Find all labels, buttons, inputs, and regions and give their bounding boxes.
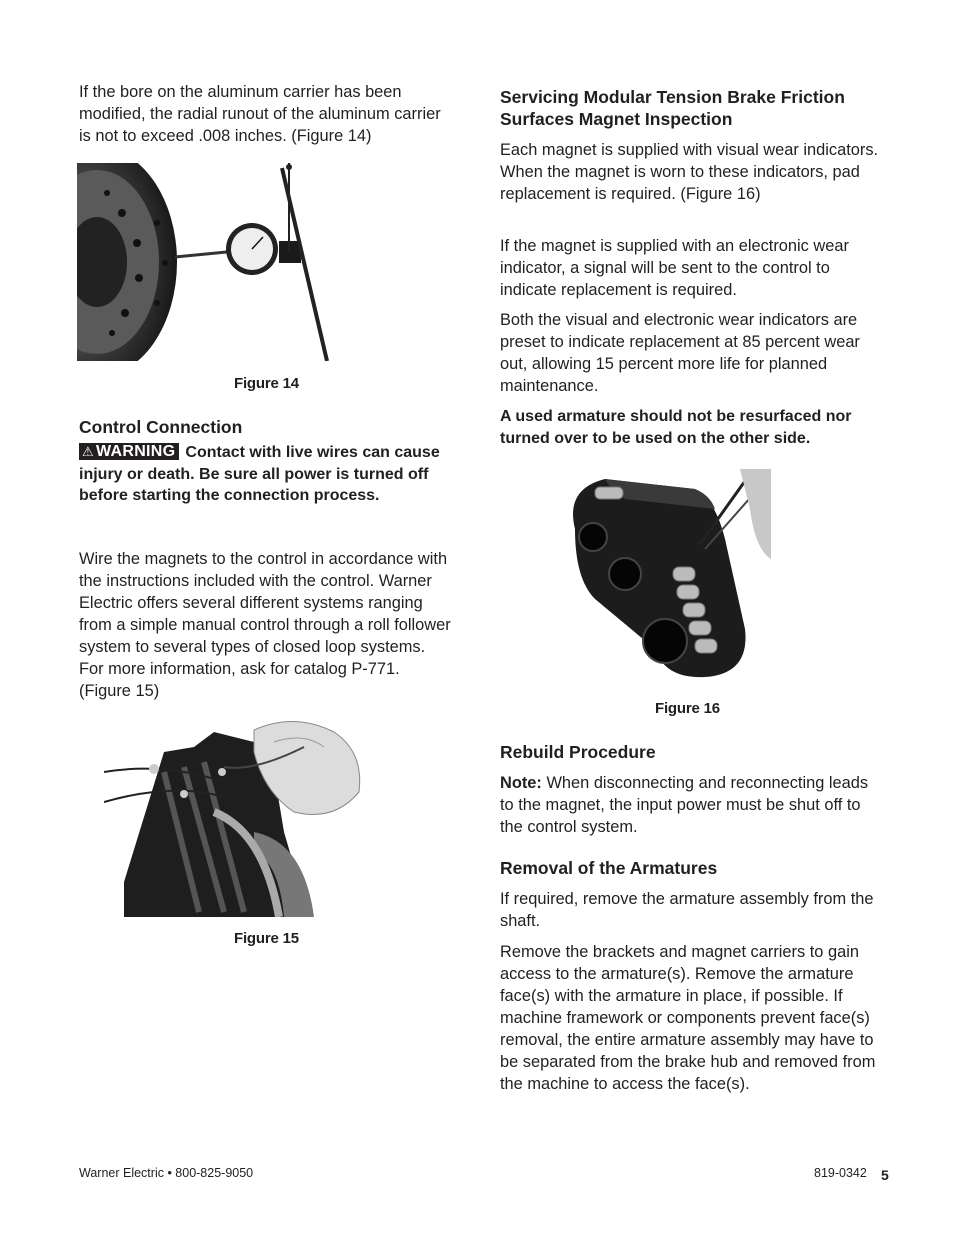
figure-14-caption: Figure 14 [234,375,299,392]
note-label: Note: [500,774,542,792]
footer-company: Warner Electric • 800-825-9050 [79,1166,254,1180]
footer-doc-number: 819-0342 [814,1166,867,1180]
wire-paragraph: Wire the magnets to the control in accordance with the instructions included with the control. Warner Electric offers several different systems ranging from a simple manual control through a roll follower system to several types of closed loop systems. For more information, ask for catalog P-771. (Figure 15) [79,550,451,700]
figure-16-photo [565,469,771,681]
preset-paragraph: Both the visual and electronic wear indicators are preset to indicate replacement at 85 percent wear out, allowing 15 percent more life for planned maintenance. [500,311,860,395]
figure-15-caption: Figure 15 [234,930,299,947]
control-connection-heading: Control Connection [79,417,243,437]
warning-triangle-icon: ⚠ [82,444,94,459]
removal-paragraph-1: If required, remove the armature assembly from the shaft. [500,890,874,930]
rebuild-heading: Rebuild Procedure [500,742,656,762]
figure-15-photo [104,712,364,917]
servicing-heading: Servicing Modular Tension Brake Friction Surfaces Magnet Inspection [500,87,845,129]
figure-16-caption: Figure 16 [655,700,720,717]
wear-indicator-paragraph: Each magnet is supplied with visual wear indicators. When the magnet is worn to these indicators, pad replacement is required. (Figure 16) [500,141,879,203]
armature-warning: A used armature should not be resurfaced nor turned over to be used on the other side. [500,408,852,447]
removal-paragraph-2: Remove the brackets and magnet carriers to gain access to the armature(s). Remove the armature face(s) with the armature in place, if possible. If machine framework or components prevent face(s) removal, the entire armature assembly may have to be separated from the brake hub and removed from the machine to access the face(s). [500,943,876,1093]
figure-14-photo [77,163,333,361]
electronic-indicator-paragraph: If the magnet is supplied with an electronic wear indicator, a signal will be sent to the control to indicate replacement is required. [500,237,849,299]
removal-heading: Removal of the Armatures [500,858,718,878]
warning-badge: ⚠ WARNING [79,443,179,460]
warning-paragraph [79,442,451,507]
note-text: When disconnecting and reconnecting leads to the magnet, the input power must be shut off to the control system. [500,774,869,836]
warning-text: Contact with live wires can cause injury or death. Be sure all power is turned off before starting the connection process. [79,444,440,504]
note-paragraph [500,772,880,838]
intro-paragraph: If the bore on the aluminum carrier has been modified, the radial runout of the aluminum carrier is not to exceed .008 inches. (Figure 14) [79,83,441,145]
page-number: 5 [881,1167,889,1183]
